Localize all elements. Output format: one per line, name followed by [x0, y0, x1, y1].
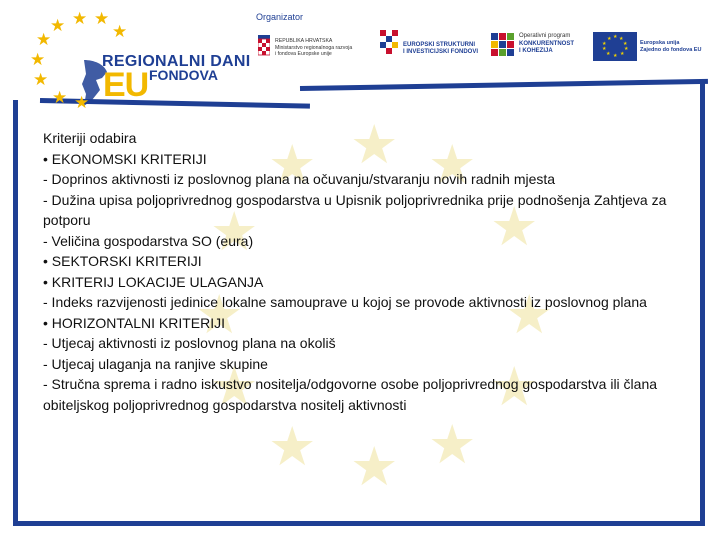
watermark-star-icon: ★	[350, 113, 399, 176]
criteria-title: Kriteriji odabira	[43, 130, 137, 146]
esif-logo-text: EUROPSKI STRUKTURNI I INVESTICIJSKI FONDOVI	[403, 42, 479, 55]
op-logo-icon	[491, 33, 515, 57]
eu-logo-text: Europska unija Zajedno do fondova EU	[640, 40, 702, 53]
criteria-line: - Indeks razvijenosti jedinice lokalne samouprave u kojoj se provode aktivnosti iz poslovnog plana	[43, 294, 647, 310]
criteria-line: - Utjecaj ulaganja na ranjive skupine	[43, 355, 268, 372]
logo-eu: EU	[103, 66, 149, 104]
watermark-star-icon: ★	[428, 133, 477, 196]
watermark-star-icon: ★	[350, 435, 399, 498]
organizator-label: Organizator	[256, 12, 304, 22]
criteria-line: • KRITERIJ LOKACIJE ULAGANJA	[43, 273, 264, 290]
logo-star-icon: ★	[33, 70, 49, 90]
watermark-star-icon: ★	[195, 283, 244, 346]
logo-title-line2: FONDOVA	[149, 67, 218, 83]
logo-star-icon: ★	[30, 50, 46, 70]
criteria-line: - Veličina gospodarstva SO (eura)	[43, 232, 254, 249]
op-logo-text: Operativni program KONKURENTNOST I KOHEZIJA	[519, 33, 574, 54]
frame-bottom-line	[13, 521, 705, 526]
watermark-star-icon: ★	[268, 133, 317, 196]
eu-flag-icon: ★ ★ ★ ★ ★ ★ ★ ★ ★ ★	[593, 32, 637, 61]
frame-right-line	[700, 80, 705, 526]
criteria-line: - Dužina upisa poljoprivrednog gospodarstva u Upisnik poljoprivrednika prije podnošenja Zahtjeva za potporu	[43, 191, 667, 228]
watermark-star-icon: ★	[490, 195, 539, 258]
watermark-star-icon: ★	[505, 283, 554, 346]
criteria-line: - Doprinos aktivnosti iz poslovnog plana na očuvanju/stvaranju novih radnih mjesta	[43, 171, 556, 187]
logo-star-icon: ★	[36, 30, 52, 50]
frame-top-right-line	[300, 79, 708, 91]
criteria-line: • HORIZONTALNI KRITERIJI	[43, 314, 225, 331]
criteria-line: - Utjecaj aktivnosti iz poslovnog plana na okoliš	[43, 335, 336, 351]
criteria-line: • EKONOMSKI KRITERIJI	[43, 150, 207, 167]
ministry-logo-text: REPUBLIKA HRVATSKA Ministarstvo regionalnoga razvoja i fondova Europske unije	[275, 38, 353, 57]
watermark-star-icon: ★	[490, 355, 539, 418]
logo-star-icon: ★	[72, 9, 88, 29]
criteria-line: • SEKTORSKI KRITERIJI	[43, 253, 202, 269]
logo-star-icon: ★	[50, 16, 66, 36]
logo-star-icon: ★	[52, 88, 68, 108]
watermark-star-icon: ★	[210, 355, 259, 418]
watermark-star-icon: ★	[428, 413, 477, 476]
esif-logo-icon	[378, 30, 400, 56]
frame-left-line	[13, 100, 18, 525]
criteria-line: - Stručna sprema i radno iskustvo nositelja/odgovorne osobe poljoprivrednog gospodarstva ili člana obiteljskog poljoprivrednog gospodarstva nositelj aktivnosti	[43, 376, 658, 413]
logo-title-line1: REGIONALNI DANI	[102, 53, 251, 70]
watermark-star-icon: ★	[210, 200, 259, 263]
logo-star-icon: ★	[112, 22, 128, 42]
croatia-coat-of-arms-icon	[258, 35, 270, 57]
watermark-star-icon: ★	[268, 415, 317, 478]
logo-star-icon: ★	[94, 9, 110, 29]
logo-star-icon: ★	[74, 93, 90, 113]
criteria-text-block	[43, 128, 683, 418]
